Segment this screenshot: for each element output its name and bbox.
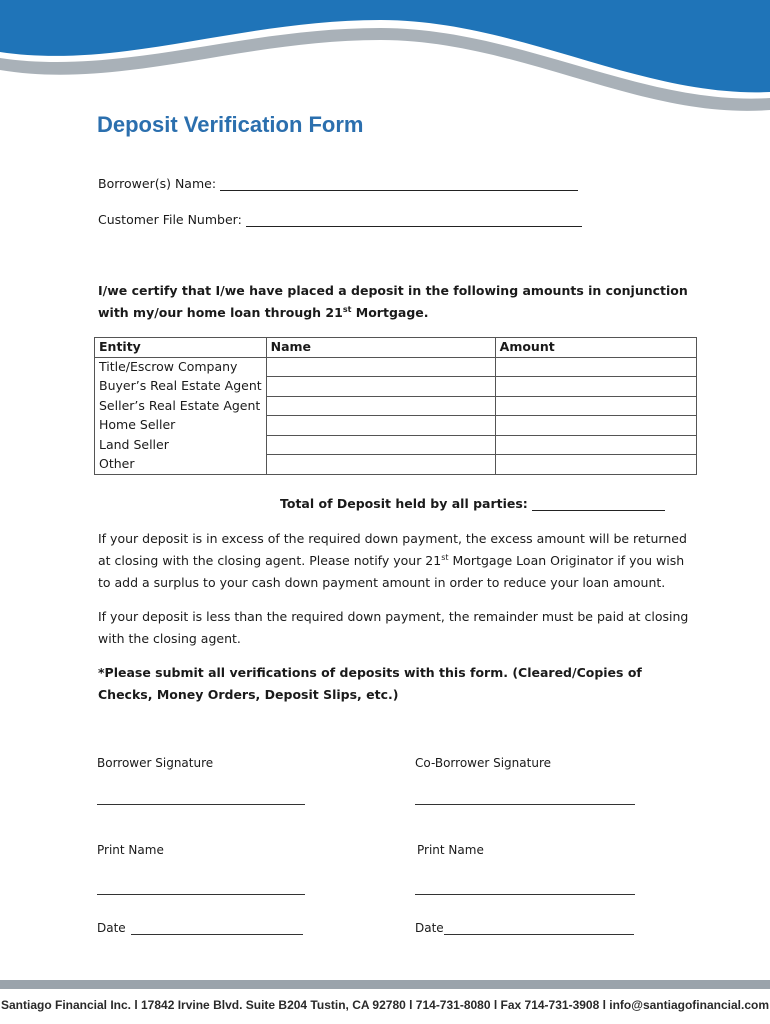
header-entity: Entity: [95, 338, 267, 358]
entity-cell: Other: [95, 455, 267, 475]
table-row: [95, 416, 697, 436]
certification-text: I/we certify that I/we have placed a deposit in the following amounts in conjunction with my/our home loan through 21: [98, 283, 688, 320]
customer-file-number-field[interactable]: [98, 212, 582, 227]
date-label-left: Date: [97, 921, 126, 935]
shortfall-deposit-paragraph: If your deposit is less than the required down payment, the remainder must be paid at closing with the closing agent.: [98, 609, 689, 646]
header-name: Name: [266, 338, 495, 358]
paragraph1-sup: st: [441, 552, 449, 562]
coborrower-date-line[interactable]: [444, 934, 634, 935]
amount-cell[interactable]: [495, 416, 696, 436]
amount-cell[interactable]: [495, 357, 696, 377]
paragraph1-text-end: Mortgage Loan Originator if you wish to add a surplus to your cash down payment amount in order to reduce your loan amount.: [98, 553, 685, 590]
name-cell[interactable]: [266, 377, 495, 397]
customer-file-number-label: Customer File Number:: [98, 212, 242, 227]
amount-cell[interactable]: [495, 455, 696, 475]
borrower-date-line[interactable]: [131, 934, 303, 935]
certification-statement: [98, 280, 698, 324]
amount-cell[interactable]: [495, 396, 696, 416]
paragraph1-text: If your deposit is in excess of the required down payment, the excess amount will be returned at closing with the closing agent. Please notify your 21: [98, 531, 687, 568]
amount-cell[interactable]: [495, 435, 696, 455]
table-row: [95, 377, 697, 397]
table-row: [95, 455, 697, 475]
entity-cell: Buyer’s Real Estate Agent: [95, 377, 267, 397]
borrower-signature-line[interactable]: [97, 804, 305, 805]
borrower-signature-label: Borrower Signature: [97, 756, 214, 770]
certification-text-end: Mortgage.: [351, 305, 429, 320]
total-deposit-field[interactable]: [280, 496, 665, 511]
table-header-row: [95, 338, 697, 358]
borrower-print-name-line[interactable]: [97, 894, 305, 895]
name-cell[interactable]: [266, 416, 495, 436]
borrower-name-label: Borrower(s) Name:: [98, 176, 217, 191]
print-name-label-left: Print Name: [97, 843, 164, 857]
excess-deposit-paragraph: [98, 528, 698, 594]
coborrower-print-name-line[interactable]: [415, 894, 635, 895]
entity-cell: Land Seller: [95, 435, 267, 455]
total-deposit-label: Total of Deposit held by all parties:: [280, 496, 528, 511]
submission-note: *Please submit all verifications of deposits with this form. (Cleared/Copies of Checks, Money Orders, Deposit Slips, etc.): [98, 665, 642, 702]
table-row: [95, 396, 697, 416]
borrower-name-blank[interactable]: [220, 177, 578, 191]
borrower-name-field[interactable]: [98, 176, 578, 191]
name-cell[interactable]: [266, 357, 495, 377]
name-cell[interactable]: [266, 396, 495, 416]
entity-cell: Home Seller: [95, 416, 267, 436]
customer-file-number-blank[interactable]: [246, 213, 582, 227]
deposit-table: [94, 337, 697, 475]
amount-cell[interactable]: [495, 377, 696, 397]
page-title: Deposit Verification Form: [97, 112, 364, 137]
entity-cell: Seller’s Real Estate Agent: [95, 396, 267, 416]
name-cell[interactable]: [266, 455, 495, 475]
coborrower-signature-line[interactable]: [415, 804, 635, 805]
date-label-right: Date: [415, 921, 444, 935]
footer-band: [0, 980, 770, 989]
total-deposit-blank[interactable]: [532, 497, 665, 511]
header-amount: Amount: [495, 338, 696, 358]
print-name-label-right: Print Name: [417, 843, 484, 857]
entity-cell: Title/Escrow Company: [95, 357, 267, 377]
name-cell[interactable]: [266, 435, 495, 455]
table-row: [95, 435, 697, 455]
certification-sup: st: [342, 304, 352, 314]
footer-contact-info: Santiago Financial Inc. l 17842 Irvine Blvd. Suite B204 Tustin, CA 92780 l 714-731-8080 l Fax 714-731-3908 l info@santiagofinancial.com: [0, 998, 769, 1012]
coborrower-signature-label: Co-Borrower Signature: [415, 756, 551, 770]
table-row: [95, 357, 697, 377]
